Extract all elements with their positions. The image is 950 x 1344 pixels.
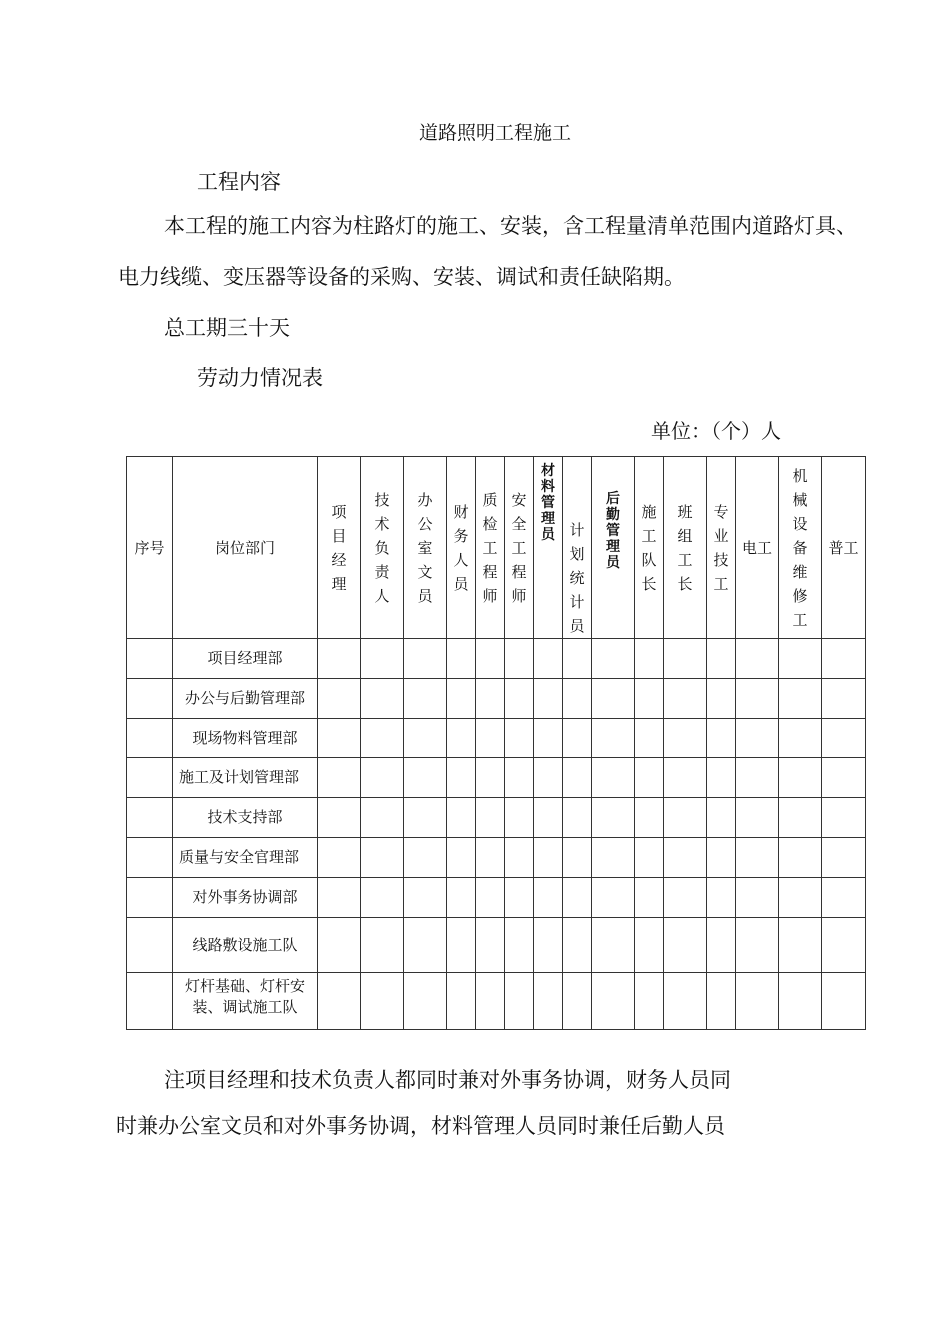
page-title: 道路照明工程施工: [418, 122, 571, 144]
dept-cell: 质量与安全官理部: [173, 838, 318, 878]
section-heading-content: 工程内容: [197, 170, 281, 194]
dept-cell: 施工及计划管理部: [173, 758, 318, 798]
dept-cell: 线路敷设施工队: [173, 918, 318, 973]
dept-cell: 灯杆基础、灯杆安装、调试施工队: [173, 973, 318, 1030]
dept-cell: 技术支持部: [173, 798, 318, 838]
header-laborer: 普工: [822, 457, 866, 639]
dept-cell: 办公与后勤管理部: [173, 679, 318, 719]
header-qc-engineer: 质检工程师: [476, 457, 505, 639]
header-team-foreman: 班组工长: [664, 457, 707, 639]
header-skilled-technician: 专业技工: [707, 457, 736, 639]
dept-cell: 现场物料管理部: [173, 719, 318, 758]
header-seq: 序号: [127, 457, 173, 639]
table-row: [127, 838, 866, 878]
header-planning-stats: 计划统计员: [563, 457, 592, 639]
header-office-clerk: 办公室文员: [404, 457, 447, 639]
labor-table: [126, 456, 866, 1030]
duration-text: 总工期三十天: [164, 316, 290, 340]
header-finance: 财务人员: [447, 457, 476, 639]
header-tech-lead: 技术负责人: [361, 457, 404, 639]
header-logistics-manager: 后勤管理员: [592, 457, 635, 639]
header-mechanic: 机械设备维修工: [779, 457, 822, 639]
unit-label: 单位：（个）人: [651, 419, 781, 443]
header-dept: 岗位部门: [173, 457, 318, 639]
table-row: [127, 878, 866, 918]
content-paragraph-line2: 电力线缆、变压器等设备的采购、安装、调试和责任缺陷期。: [118, 265, 685, 289]
table-row: [127, 679, 866, 719]
header-row: [127, 457, 866, 639]
table-row: [127, 639, 866, 679]
table-row: [127, 758, 866, 798]
dept-cell: 项目经理部: [173, 639, 318, 679]
header-material-manager: 材料管理员: [534, 457, 563, 639]
header-construction-captain: 施工队长: [635, 457, 664, 639]
table-row: [127, 973, 866, 1030]
note-line2: 时兼办公室文员和对外事务协调，材料管理人员同时兼任后勤人员: [116, 1114, 725, 1138]
table-row: [127, 719, 866, 758]
header-project-manager: 项目经理: [318, 457, 361, 639]
table-row: [127, 918, 866, 973]
dept-cell: 对外事务协调部: [173, 878, 318, 918]
table-row: [127, 798, 866, 838]
content-paragraph-line1: 本工程的施工内容为柱路灯的施工、安装，含工程量清单范围内道路灯具、: [164, 214, 857, 238]
section-heading-labor: 劳动力情况表: [197, 366, 323, 390]
header-safety-engineer: 安全工程师: [505, 457, 534, 639]
note-line1: 注项目经理和技术负责人都同时兼对外事务协调，财务人员同: [164, 1068, 731, 1092]
header-electrician: 电工: [736, 457, 779, 639]
